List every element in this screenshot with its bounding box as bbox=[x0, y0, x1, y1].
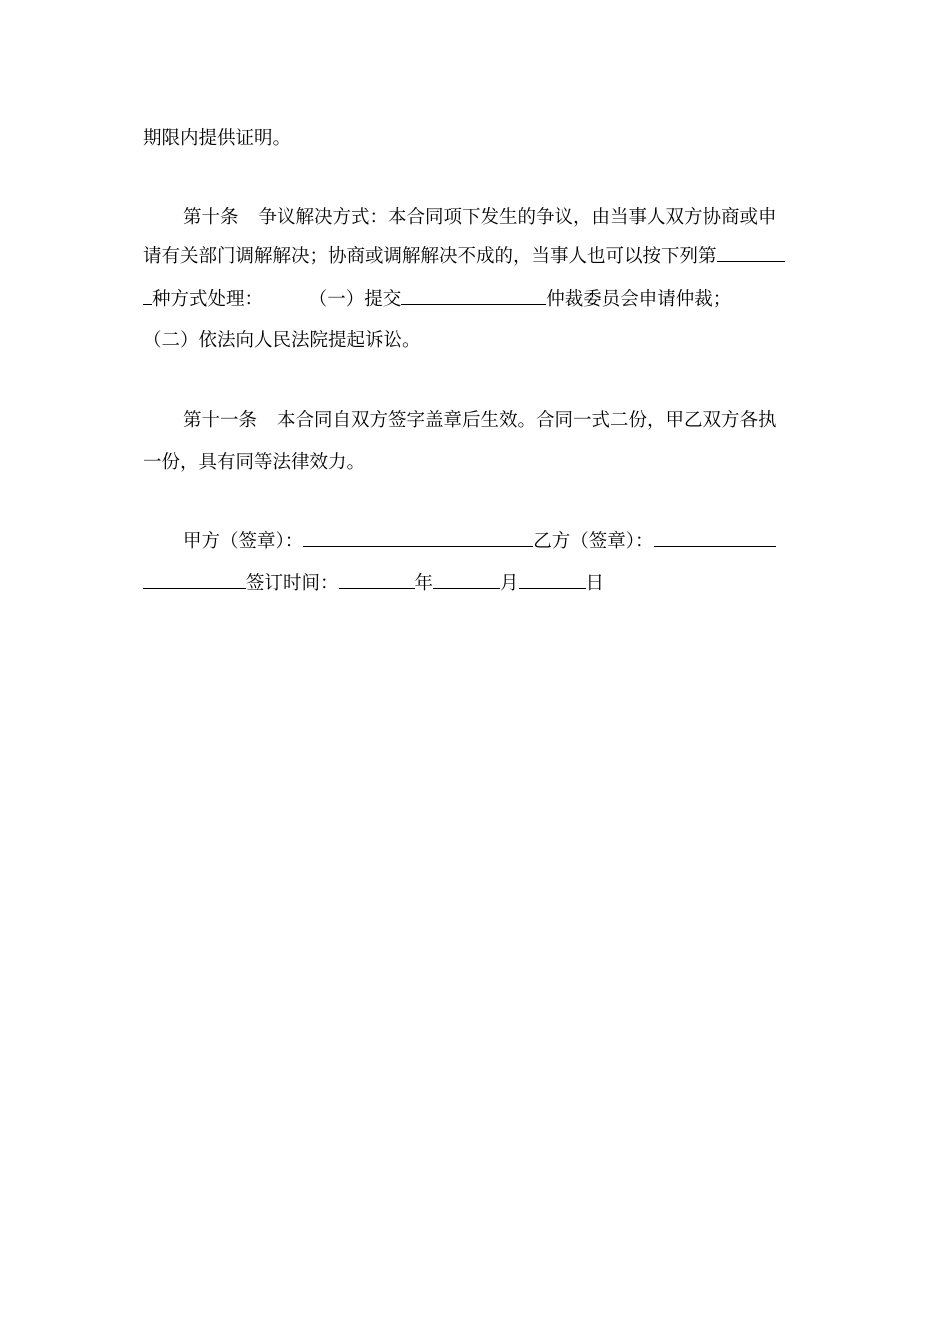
article-10-line-3 bbox=[143, 287, 731, 312]
text: 请有关部门调解解决；协商或调解解决不成的，当事人也可以按下列第 bbox=[143, 246, 717, 267]
text: 争议解决方式：本合同项下发生的争议，由当事人双方协商或申 bbox=[258, 207, 777, 228]
text: 期限内提供证明。 bbox=[143, 128, 292, 149]
text: 种方式处理： bbox=[152, 289, 264, 310]
text: （一）提交 bbox=[318, 289, 402, 310]
year-blank bbox=[339, 571, 415, 589]
article-10-line-4 bbox=[143, 329, 421, 353]
text: 一份，具有同等法律效力。 bbox=[143, 452, 366, 473]
article-11-label: 第十一条 bbox=[183, 410, 258, 431]
year-label: 年 bbox=[414, 573, 434, 594]
article-10-line-2 bbox=[143, 244, 785, 269]
article-11-line-2 bbox=[143, 451, 365, 475]
paragraph-line bbox=[143, 127, 291, 151]
text: 仲裁委员会申请仲裁； bbox=[546, 289, 732, 310]
signature-line-1 bbox=[143, 529, 776, 554]
article-10-line-1 bbox=[143, 206, 777, 230]
party-a-label: 甲方（签章）： bbox=[183, 531, 304, 552]
article-11-line-1 bbox=[143, 409, 777, 433]
text: （二）依法向人民法院提起诉讼。 bbox=[143, 330, 421, 351]
party-b-label: 乙方（签章）： bbox=[533, 531, 654, 552]
day-blank bbox=[519, 571, 586, 589]
text: 本合同自双方签字盖章后生效。合同一式二份，甲乙双方各执 bbox=[277, 410, 777, 431]
article-10-label: 第十条 bbox=[183, 207, 239, 228]
month-label: 月 bbox=[500, 573, 519, 594]
blank-field bbox=[143, 287, 152, 305]
day-label: 日 bbox=[585, 573, 605, 594]
signature-line-2 bbox=[143, 571, 604, 596]
party-b-blank-cont bbox=[143, 571, 246, 589]
blank-field bbox=[717, 244, 785, 262]
month-blank bbox=[433, 571, 500, 589]
sign-date-label: 签订时间： bbox=[246, 573, 339, 594]
party-b-blank bbox=[654, 529, 776, 547]
arbitration-blank bbox=[401, 287, 546, 305]
party-a-blank bbox=[303, 529, 533, 547]
